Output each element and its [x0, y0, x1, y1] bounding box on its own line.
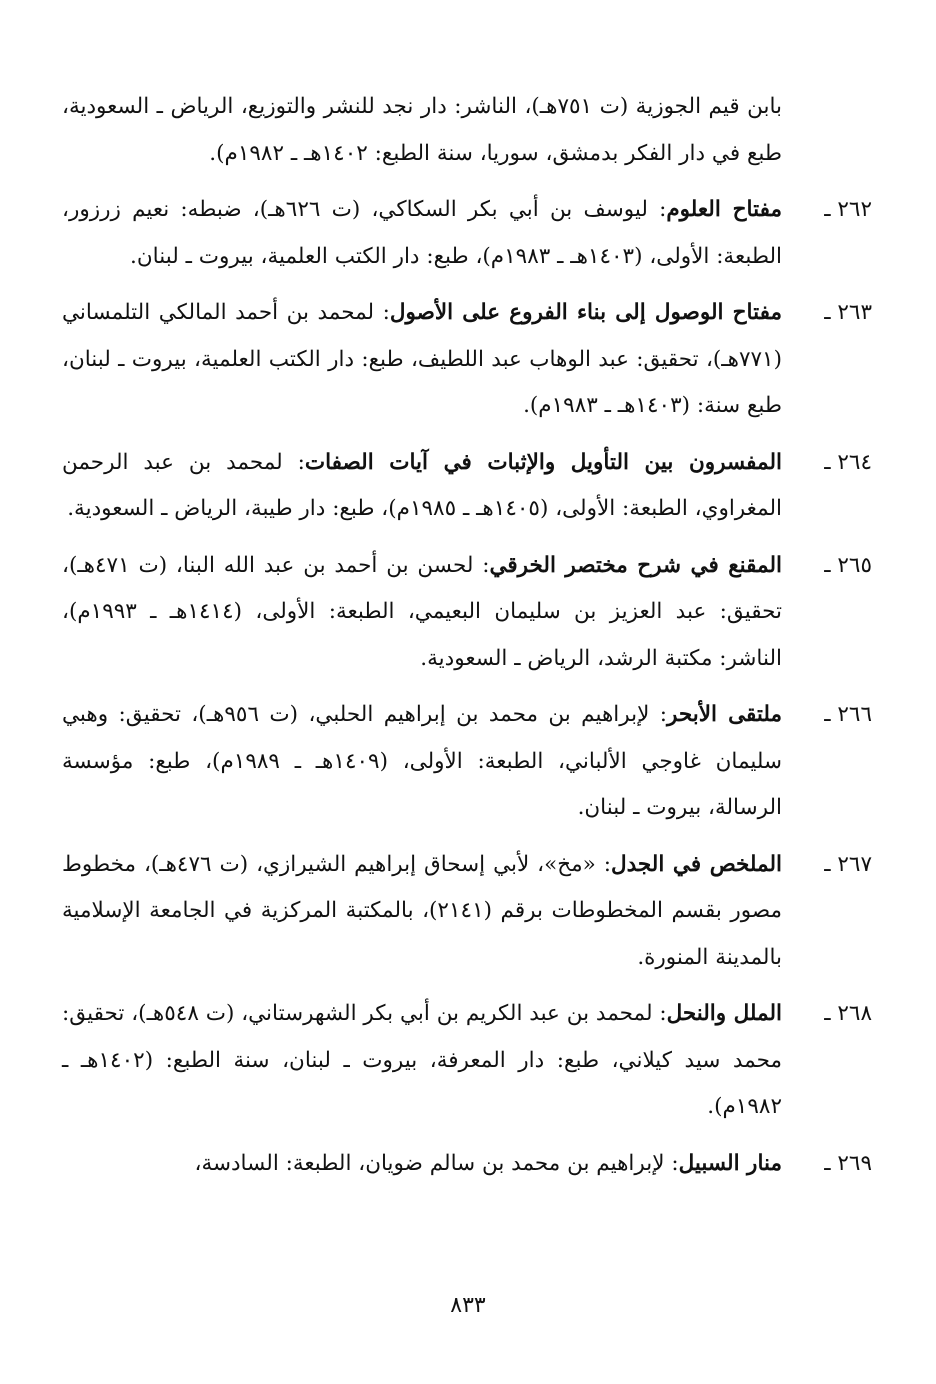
- entry-body: [62, 842, 782, 982]
- entry-title: منار السبيل: [678, 1150, 782, 1176]
- bibliography-entry-265: [62, 543, 872, 683]
- entry-body: [62, 543, 782, 683]
- entry-body: [62, 991, 782, 1131]
- entry-text: : لمحمد بن عبد الرحمن المغراوي، الطبعة: الأولى، (١٤٠٥هـ ـ ١٩٨٥م)، طبع: دار طيبة، الرياض ـ السعودية.: [62, 449, 782, 521]
- entry-title: المقنع في شرح مختصر الخرقي: [489, 552, 782, 578]
- entry-title: مفتاح العلوم: [666, 197, 782, 222]
- entry-number: ٢٦٨ ـ: [824, 1001, 872, 1026]
- entry-number: ٢٦٩ ـ: [824, 1150, 872, 1176]
- entry-title: ملتقى الأبحر: [667, 702, 782, 727]
- entry-text: : «مخ»، لأبي إسحاق إبراهيم الشيرازي، (ت ٤٧٦هـ)، مخطوط مصور بقسم المخطوطات برقم (٢١٤١)، بالمكتبة المركزية في الجامعة الإسلامية بالمدينة المنورة.: [62, 851, 782, 970]
- entry-body: [62, 692, 782, 832]
- bibliography-entry-266: [62, 692, 872, 832]
- entry-title: الملخص في الجدل: [611, 851, 782, 877]
- page-number: ٨٣٣: [450, 1293, 486, 1318]
- entry-text: : لإبراهيم بن محمد بن إبراهيم الحلبي، (ت ٩٥٦هـ)، تحقيق: وهبي سليمان غاوجي الألباني، الطبعة: الأولى، (١٤٠٩هـ ـ ١٩٨٩م)، طبع: مؤسسة الرسالة، بيروت ـ لبنان.: [62, 702, 782, 820]
- bibliography-entry-264: [62, 440, 872, 533]
- bibliography-entry-262: [62, 187, 872, 280]
- entry-number: ٢٦٣ ـ: [824, 300, 872, 325]
- entry-title: المفسرون بين التأويل والإثبات في آيات الصفات: [304, 449, 782, 475]
- entry-text: : لمحمد بن عبد الكريم بن أبي بكر الشهرستاني، (ت ٥٤٨هـ)، تحقيق: محمد سيد كيلاني، طبع: دار المعرفة، بيروت ـ لبنان، سنة الطبع: (١٤٠٢هـ ـ ١٩٨٢م).: [62, 1001, 782, 1119]
- entry-number: ٢٦٧ ـ: [824, 851, 872, 877]
- entry-number: ٢٦٦ ـ: [824, 702, 872, 727]
- continuation-paragraph: بابن قيم الجوزية (ت ٧٥١هـ)، الناشر: دار نجد للنشر والتوزيع، الرياض ـ السعودية، طبع في دار الفكر بدمشق، سوريا، سنة الطبع: ١٤٠٢هـ ـ ١٩٨٢م).: [62, 94, 782, 166]
- entry-text: : ليوسف بن أبي بكر السكاكي، (ت ٦٢٦هـ)، ضبطه: نعيم زرزور، الطبعة: الأولى، (١٤٠٣هـ ـ ١٩٨٣م)، طبع: دار الكتب العلمية، بيروت ـ لبنان.: [62, 197, 782, 269]
- entry-text: : لمحمد بن أحمد المالكي التلمساني (٧٧١هـ)، تحقيق: عبد الوهاب عبد اللطيف، طبع: دار الكتب العلمية، بيروت ـ لبنان، طبع سنة: (١٤٠٣هـ ـ ١٩٨٣م).: [62, 300, 782, 418]
- entry-body: [62, 440, 782, 533]
- bibliography-entry-269: [62, 1141, 872, 1188]
- bibliography-entry-268: [62, 991, 872, 1131]
- entry-title: الملل والنحل: [666, 1001, 782, 1026]
- bibliography-entry-263: [62, 290, 872, 430]
- entry-number: ٢٦٤ ـ: [824, 449, 872, 475]
- entry-title: مفتاح الوصول إلى بناء الفروع على الأصول: [389, 300, 782, 325]
- entry-text: : لحسن بن أحمد بن عبد الله البنا، (ت ٤٧١هـ)، تحقيق: عبد العزيز بن سليمان البعيمي، الطبعة: الأولى، (١٤١٤هـ ـ ١٩٩٣م)، الناشر: مكتبة الرشد، الرياض ـ السعودية.: [62, 552, 783, 671]
- entry-body: [62, 1141, 782, 1188]
- bibliography-entry-267: [62, 842, 872, 982]
- entry-body: [62, 290, 782, 430]
- entry-number: ٢٦٢ ـ: [824, 197, 872, 222]
- entry-text: : لإبراهيم بن محمد بن سالم ضويان، الطبعة: السادسة،: [194, 1150, 679, 1176]
- entry-number: ٢٦٥ ـ: [824, 552, 872, 578]
- bibliography-page: [62, 84, 872, 1197]
- entry-body: [62, 187, 782, 280]
